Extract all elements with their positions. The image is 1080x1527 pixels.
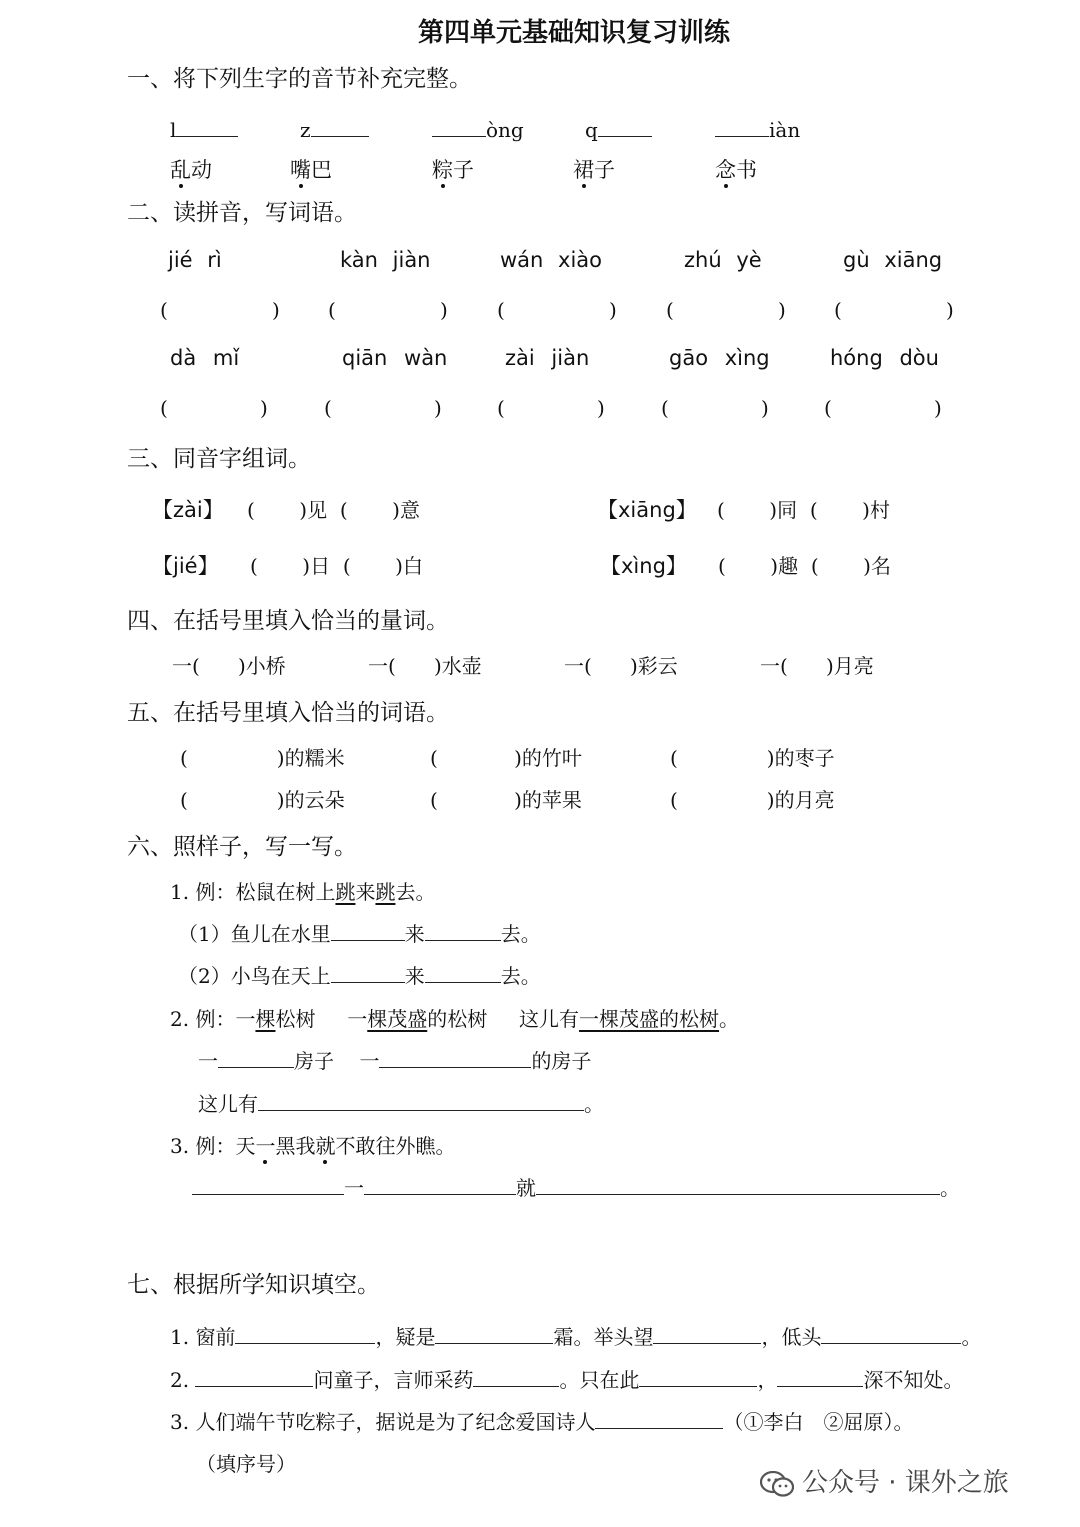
answer-open: ( [324,396,332,420]
word-fill-item[interactable]: ( )的枣子 [670,746,835,770]
fill-blank-q2[interactable]: 2. 问童子，言师采药 。只在此 ， 深不知处。 [170,1368,964,1392]
homophone-row[interactable]: ( )日 ( )白 [250,554,423,578]
fill-blank-q1[interactable]: 1. 窗前 ，疑是 霜。举头望 ，低头 。 [170,1325,982,1349]
pinyin-prompt-1[interactable]: l [170,118,238,142]
pinyin-prompt-4[interactable]: q [585,118,652,142]
page-title: 第四单元基础知识复习训练 [417,18,730,48]
answer-open: ( [666,298,674,322]
answer-close: ) [778,298,786,322]
example-1: 1. 例：松鼠在树上跳来跳去。 [170,880,436,904]
homophone-key: 【xiāng】 [597,498,697,522]
pinyin-item: zhú yè [684,248,762,272]
answer-open: ( [497,298,505,322]
fill-blank-q3[interactable]: 3. 人们端午节吃粽子，据说是为了纪念爱国诗人 （①李白 ②屈原）。 [170,1410,914,1434]
pinyin-prompt-2[interactable]: z [300,118,369,142]
homophone-row[interactable]: ( )同 ( )村 [717,498,890,522]
homophone-key: 【zài】 [152,498,224,522]
pinyin-prompt-5[interactable]: iàn [715,118,800,142]
example-3: 3. 例：天一黑我就不敢往外瞧。 [170,1134,456,1158]
section-6-heading: 六、照样子，写一写。 [127,834,357,860]
watermark: 公众号 · 课外之旅 [760,1462,1009,1499]
word-fill-item[interactable]: ( )的云朵 [180,788,345,812]
homophone-key: 【jié】 [152,554,219,578]
measure-word-item[interactable]: 一( )月亮 [760,654,874,678]
exercise-3-line[interactable]: 一 就 。 [192,1172,960,1201]
word-fill-item[interactable]: ( )的竹叶 [430,746,582,770]
section-7-heading: 七、根据所学知识填空。 [127,1272,380,1298]
word-2: 嘴巴 [290,158,332,182]
pinyin-item: gù xiāng [843,248,943,272]
answer-close: ) [272,298,280,322]
pinyin-item: wán xiào [500,248,603,272]
measure-word-item[interactable]: 一( )彩云 [564,654,678,678]
homophone-row[interactable]: ( )见 ( )意 [247,498,420,522]
answer-open: ( [661,396,669,420]
answer-open: ( [160,298,168,322]
answer-close: ) [440,298,448,322]
answer-close: ) [260,396,268,420]
pinyin-item: jié rì [168,248,222,272]
fill-blank-q3-note: （填序号） [196,1452,296,1476]
answer-close: ) [761,396,769,420]
answer-close: ) [609,298,617,322]
answer-close: ) [934,396,942,420]
exercise-1-q1[interactable]: （1）鱼儿在水里 来 去。 [178,922,541,946]
word-5: 念书 [715,158,757,182]
pinyin-item: zài jiàn [505,346,590,370]
measure-word-item[interactable]: 一( )小桥 [172,654,286,678]
exercise-2-line-1[interactable]: 一 房子 一 的房子 [198,1049,592,1073]
section-1-heading: 一、将下列生字的音节补充完整。 [127,66,472,92]
exercise-1-q2[interactable]: （2）小鸟在天上 来 去。 [178,964,541,988]
pinyin-prompt-3[interactable]: òng [432,118,524,142]
answer-open: ( [160,396,168,420]
word-4: 裙子 [573,158,615,182]
exercise-2-line-2[interactable]: 这儿有 。 [198,1092,604,1116]
pinyin-item: dà mǐ [170,346,240,370]
answer-open: ( [824,396,832,420]
word-3: 粽子 [432,158,474,182]
example-2: 2. 例：一棵松树 一棵茂盛的松树 这儿有一棵茂盛的松树。 [170,1007,740,1031]
homophone-row[interactable]: ( )趣 ( )名 [718,554,891,578]
measure-word-item[interactable]: 一( )水壶 [368,654,482,678]
pinyin-item: gāo xìng [669,346,770,370]
pinyin-item: qiān wàn [342,346,448,370]
section-2-heading: 二、读拼音，写词语。 [127,200,357,226]
word-fill-item[interactable]: ( )的苹果 [430,788,582,812]
word-fill-item[interactable]: ( )的月亮 [670,788,835,812]
answer-open: ( [497,396,505,420]
section-3-heading: 三、同音字组词。 [127,446,311,472]
answer-close: ) [946,298,954,322]
answer-close: ) [597,396,605,420]
answer-close: ) [434,396,442,420]
wechat-icon [760,1471,794,1497]
word-fill-item[interactable]: ( )的糯米 [180,746,345,770]
answer-open: ( [834,298,842,322]
word-1: 乱动 [170,158,212,182]
answer-open: ( [328,298,336,322]
pinyin-item: hóng dòu [830,346,939,370]
homophone-key: 【xìng】 [600,554,687,578]
section-5-heading: 五、在括号里填入恰当的词语。 [127,700,449,726]
pinyin-item: kàn jiàn [340,248,431,272]
section-4-heading: 四、在括号里填入恰当的量词。 [127,608,449,634]
